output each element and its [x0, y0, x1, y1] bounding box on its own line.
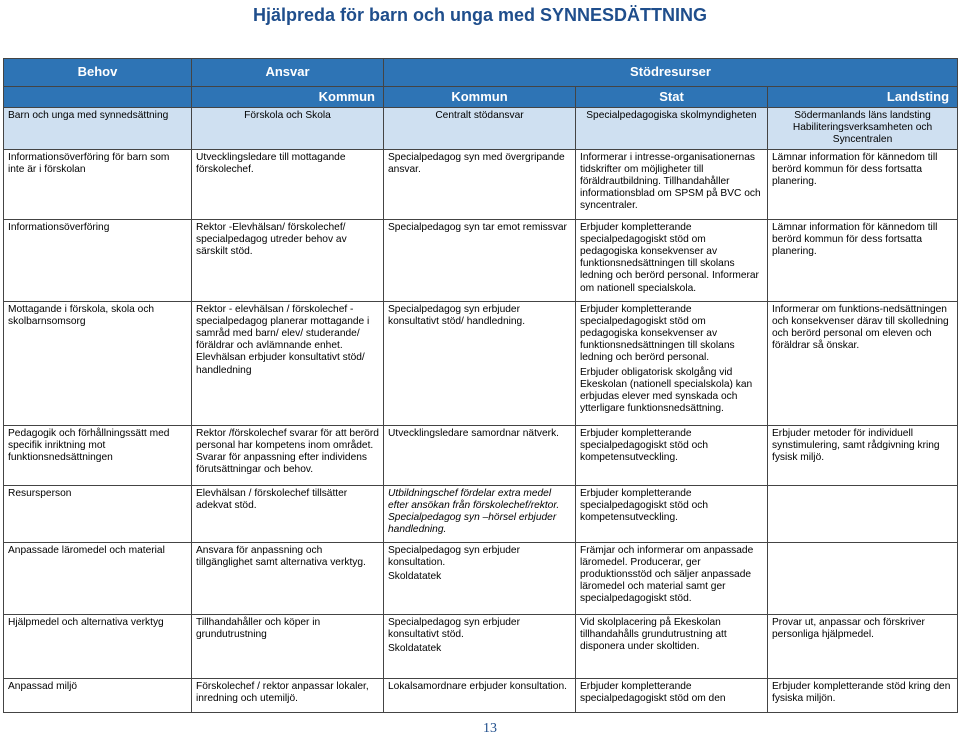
behov-cell: Mottagande i förskola, skola och skolbarnsomsorg [4, 301, 192, 425]
spsm-cell: Vid skolplacering på Ekeskolan tillhandahålls grundutrustning att disponera under skoltiden. [576, 614, 768, 678]
table-row [4, 301, 958, 425]
header-kommun-2: Kommun [384, 87, 576, 108]
header-ansvar: Ansvar [192, 59, 384, 87]
landsting-cell: Lämnar information för kännedom till berörd kommun för dess fortsatta planering. [768, 219, 958, 301]
behov-cell: Anpassad miljö [4, 678, 192, 712]
landsting-cell [768, 485, 958, 542]
table-row [4, 678, 958, 712]
header-behov: Behov [4, 59, 192, 87]
behov-cell: Pedagogik och förhållningssätt med specifik inriktning mot funktionsnedsättningen [4, 425, 192, 485]
header-stodresurser: Stödresurser [384, 59, 958, 87]
header-row-1 [4, 59, 958, 87]
landsting-cell: Provar ut, anpassar och förskriver personliga hjälpmedel. [768, 614, 958, 678]
spsm-cell: Erbjuder kompletterande specialpedagogiskt stöd och kompetensutveckling. [576, 425, 768, 485]
table-row [4, 485, 958, 542]
spsm-cell: Erbjuder kompletterande specialpedagogiskt stöd om den [576, 678, 768, 712]
behov-cell: Resursperson [4, 485, 192, 542]
header-stat: Stat [576, 87, 768, 108]
table-row [4, 614, 958, 678]
subheader-landsting: Södermanlands läns landsting Habiliteringsverksamheten och Syncentralen [768, 108, 958, 150]
forskola-cell: Förskolechef / rektor anpassar lokaler, inredning och utemiljö. [192, 678, 384, 712]
centralt-cell: Utvecklingsledare samordnar nätverk. [384, 425, 576, 485]
centralt-cell [384, 542, 576, 614]
behov-cell: Hjälpmedel och alternativa verktyg [4, 614, 192, 678]
header-empty [4, 87, 192, 108]
forskola-cell: Tillhandahåller och köper in grundutrustning [192, 614, 384, 678]
table-row [4, 542, 958, 614]
spsm-cell: Informerar i intresse-organisationernas tidskrifter om möjligheter till föräldrautbildning. Tillhandahåller informationsblad om SPSM på BVC och syncentraler. [576, 149, 768, 219]
forskola-cell: Ansvara för anpassning och tillgänglighet samt alternativa verktyg. [192, 542, 384, 614]
centralt-text-2: Skoldatatek [388, 643, 442, 655]
forskola-cell: Utvecklingsledare till mottagande förskolechef. [192, 149, 384, 219]
forskola-cell: Elevhälsan / förskolechef tillsätter adekvat stöd. [192, 485, 384, 542]
behov-cell: Informationsöverföring [4, 219, 192, 301]
centralt-text: Specialpedagog syn erbjuder konsultativt stöd. [388, 616, 520, 640]
landsting-cell: Erbjuder kompletterande stöd kring den fysiska miljön. [768, 678, 958, 712]
behov-cell: Informationsöverföring för barn som inte är i förskolan [4, 149, 192, 219]
header-row-2 [4, 87, 958, 108]
centralt-cell: Specialpedagog syn tar emot remissvar [384, 219, 576, 301]
spsm-cell: Främjar och informerar om anpassade läromedel. Producerar, ger produktionsstöd och säljer anpassade läromedel och material samt ger specialpedagogiskt stöd. [576, 542, 768, 614]
centralt-cell: Specialpedagog syn erbjuder konsultativt stöd/ handledning. [384, 301, 576, 425]
page-title: Hjälpreda för barn och unga med SYNNESDÄTTNING [0, 0, 960, 38]
header-row-3 [4, 108, 958, 150]
table-row [4, 149, 958, 219]
forskola-cell: Rektor -Elevhälsan/ förskolechef/ specialpedagog utreder behov av särskilt stöd. [192, 219, 384, 301]
subheader-spsm: Specialpedagogiska skolmyndigheten [576, 108, 768, 150]
forskola-cell: Rektor /förskolechef svarar för att berörd personal har kompetens inom området. Svarar för anpassning efter individens förutsättningar och behov. [192, 425, 384, 485]
centralt-text: Specialpedagog syn erbjuder konsultation. [388, 544, 520, 568]
centralt-cell [384, 614, 576, 678]
landsting-cell: Informerar om funktions-nedsättningen och konsekvenser därav till skolledning och berörd personal om eleven och föräldrar så önskar. [768, 301, 958, 425]
header-kommun-1: Kommun [192, 87, 384, 108]
spsm-text: Erbjuder kompletterande specialpedagogiskt stöd om pedagogiska konsekvenser av funktionsnedsättningen till skolans ledning och berörd personal. [580, 303, 735, 364]
subheader-centralt: Centralt stödansvar [384, 108, 576, 150]
landsting-cell: Lämnar information för kännedom till berörd kommun för dess fortsatta planering. [768, 149, 958, 219]
spsm-text-2: Erbjuder obligatorisk skolgång vid Ekeskolan (nationell specialskola) kan erbjudas elever med synskada och ytterligare funktionsnedsättning. [580, 366, 753, 415]
centralt-text-2: Skoldatatek [388, 571, 442, 583]
landsting-cell [768, 542, 958, 614]
forskola-cell: Rektor - elevhälsan / förskolechef - specialpedagog planerar mottagande i samråd med barn/ elev/ studerande/ föräldrar och avlämnande enhet. Elevhälsan erbjuder konsultativt stöd/ handledning [192, 301, 384, 425]
support-table [3, 58, 958, 713]
behov-cell: Anpassade läromedel och material [4, 542, 192, 614]
centralt-cell: Utbildningschef fördelar extra medel efter ansökan från förskolechef/rektor. Specialpedagog syn –hörsel erbjuder handledning. [384, 485, 576, 542]
centralt-cell: Lokalsamordnare erbjuder konsultation. [384, 678, 576, 712]
spsm-cell: Erbjuder kompletterande specialpedagogiskt stöd om pedagogiska konsekvenser av funktionsnedsättningen till skolans ledning och berörd personal. Informerar om nationell specialskola. [576, 219, 768, 301]
landsting-cell: Erbjuder metoder för individuell synstimulering, samt rådgivning kring fysisk miljö. [768, 425, 958, 485]
subheader-forskola: Förskola och Skola [192, 108, 384, 150]
table-row [4, 219, 958, 301]
page-number: 13 [483, 721, 497, 736]
header-landsting: Landsting [768, 87, 958, 108]
subheader-behov: Barn och unga med synnedsättning [4, 108, 192, 150]
spsm-cell: Erbjuder kompletterande specialpedagogiskt stöd och kompetensutveckling. [576, 485, 768, 542]
table-row [4, 425, 958, 485]
spsm-cell [576, 301, 768, 425]
centralt-cell: Specialpedagog syn med övergripande ansvar. [384, 149, 576, 219]
